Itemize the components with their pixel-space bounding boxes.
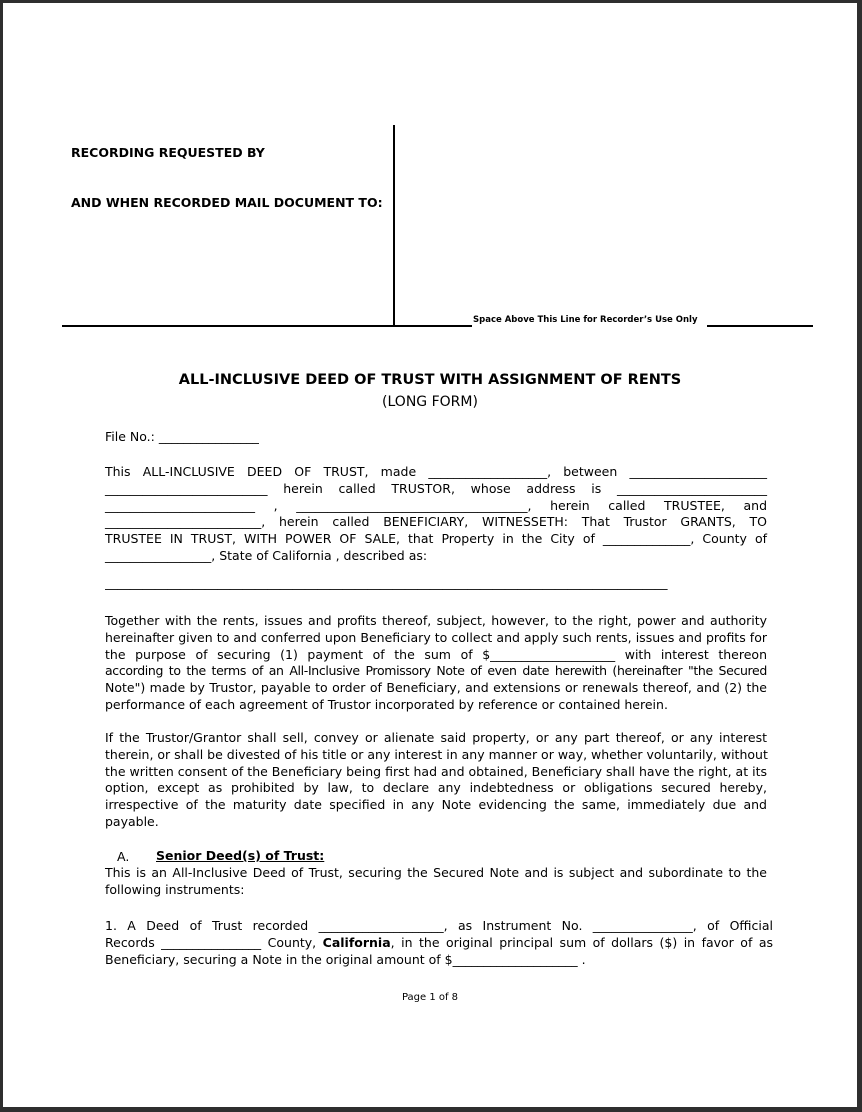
intro-line: _________________________, herein called BENEFICIARY, WITNESSETH: That Trustor GRANTS, TO	[105, 514, 767, 530]
intro-line: __________________________ herein called TRUSTOR, whose address is ________________________	[105, 480, 767, 496]
item-1-principal-text: , in the original principal sum of dollars ($) in favor of as	[390, 934, 774, 950]
intro-line: This ALL-INCLUSIVE DEED OF TRUST, made ___________________, between ______________________	[105, 464, 767, 479]
section-a-paragraph	[105, 865, 767, 899]
item-1-state: California	[322, 934, 391, 950]
document-title: ALL-INCLUSIVE DEED OF TRUST WITH ASSIGNMENT OF RENTS	[178, 372, 682, 388]
alienation-line: option, except as prohibited by law, to declare any indebtedness or obligations secured hereby,	[105, 780, 767, 796]
alienation-line: payable.	[105, 813, 159, 829]
alienation-line: the written consent of the Beneficiary being first had and obtained, Beneficiary shall have the right, at its	[105, 763, 767, 779]
property-description-line: __________________________________________________________________________________________	[105, 575, 668, 590]
section-a-heading: Senior Deed(s) of Trust:	[156, 848, 325, 863]
recorder-use-note: Space Above This Line for Recorder’s Use Only	[473, 315, 698, 325]
alienation-line: If the Trustor/Grantor shall sell, convey or alienate said property, or any part thereof, or any interest	[105, 730, 767, 745]
item-1-line: 1. A Deed of Trust recorded ____________________, as Instrument No. ________________, of Official	[105, 918, 773, 933]
rents-line: the purpose of securing (1) payment of the sum of $____________________ with interest thereon	[105, 646, 767, 662]
recorder-box-right-rule	[707, 325, 813, 327]
item-1-line: Beneficiary, securing a Note in the original amount of $____________________ .	[105, 951, 586, 967]
section-a-line: following instruments:	[105, 881, 245, 897]
intro-line: ________________________ , _____________________________________, herein called TRUSTEE, and	[105, 497, 767, 513]
intro-line: _________________, State of California , described as:	[105, 547, 428, 563]
alienation-line: irrespective of the maturity date specified in any Note evidencing the same, immediately due and	[105, 797, 767, 813]
section-a-line: This is an All-Inclusive Deed of Trust, securing the Secured Note and is subject and subordinate to the	[105, 865, 767, 880]
rents-paragraph	[105, 613, 767, 714]
rents-line: Together with the rents, issues and profits thereof, subject, however, to the right, power and authority	[105, 613, 767, 628]
document-subtitle: (LONG FORM)	[382, 394, 478, 410]
recorder-box-bottom-rule	[62, 325, 472, 327]
mail-document-to-label: AND WHEN RECORDED MAIL DOCUMENT TO:	[71, 195, 383, 210]
item-1-line	[105, 935, 773, 952]
due-on-sale-paragraph	[105, 730, 767, 831]
section-a-letter: A.	[117, 849, 130, 864]
recording-requested-by-label: RECORDING REQUESTED BY	[71, 145, 265, 160]
senior-deed-item-1	[105, 918, 773, 968]
page-number: Page 1 of 8	[401, 992, 459, 1003]
item-1-records-text: Records ________________ County,	[105, 934, 323, 950]
rents-line: performance of each agreement of Trustor incorporated by reference or contained herein.	[105, 696, 668, 712]
rents-line: Note") made by Trustor, payable to order of Beneficiary, and extensions or renewals thereof, and (2) the	[105, 680, 767, 696]
rents-line: hereinafter given to and conferred upon Beneficiary to collect and apply such rents, issues and profits for	[105, 629, 767, 645]
rents-line: according to the terms of an All-Inclusive Promissory Note of even date herewith (hereinafter "the Secured	[105, 663, 767, 679]
alienation-line: therein, or shall be divested of his title or any interest in any manner or way, whether voluntarily, without	[105, 746, 768, 762]
file-number-field: File No.: ________________	[105, 429, 259, 444]
document-page	[3, 3, 857, 1107]
intro-paragraph	[105, 464, 767, 565]
recorder-box-vertical-rule	[393, 125, 395, 326]
intro-line: TRUSTEE IN TRUST, WITH POWER OF SALE, that Property in the City of ______________, County of	[105, 531, 767, 547]
